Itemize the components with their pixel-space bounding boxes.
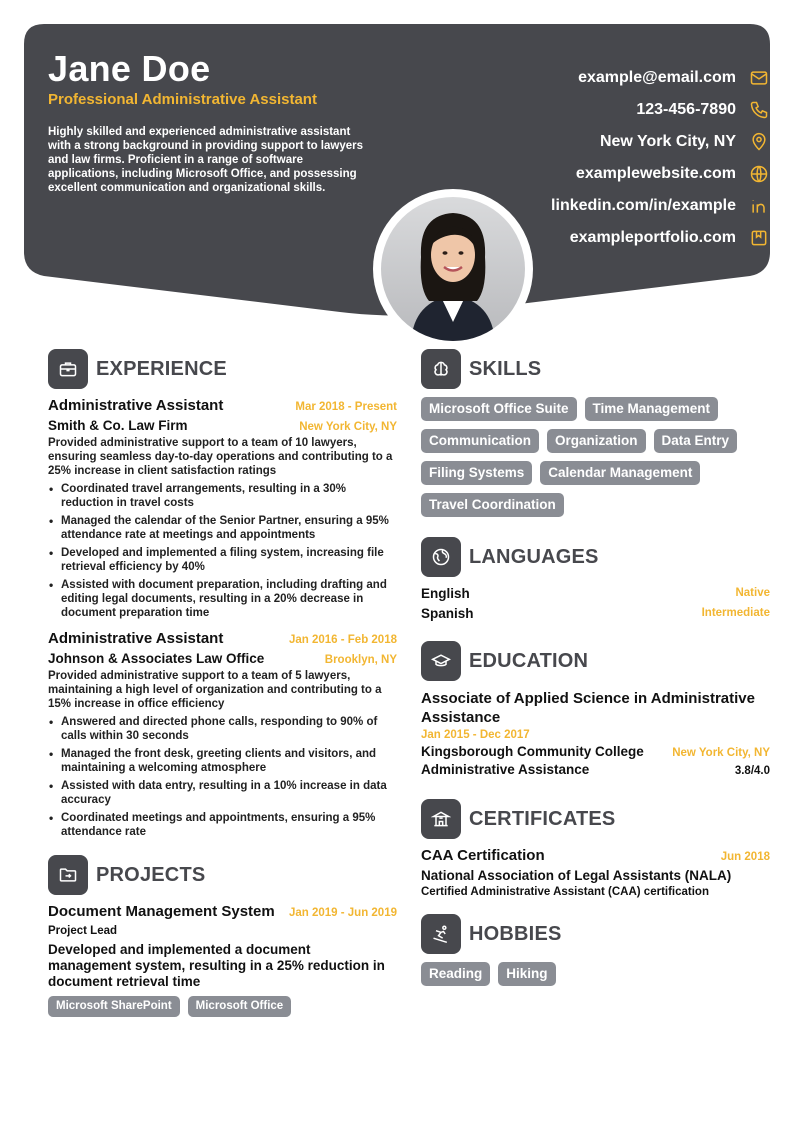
envelope-icon [748,67,770,89]
experience-heading [48,349,397,389]
degree-name: Associate of Applied Science in Administrative Assistance [421,690,755,726]
hobbies-title: HOBBIES [469,922,562,945]
job-dates: Jan 2016 - Feb 2018 [288,634,397,646]
language-level: Native [735,587,770,599]
certificate-name: CAA Certification [421,847,545,864]
job-bullets [48,715,397,839]
school-name: Kingsborough Community College [421,744,644,759]
language-name: Spanish [421,605,474,621]
list-item: • Answered and directed phone calls, responding to 90% of calls within 30 seconds [48,715,397,743]
certificates-title: CERTIFICATES [469,807,616,830]
right-column [421,349,770,986]
job-dates: Mar 2018 - Present [295,401,397,413]
job-bullets [48,482,397,620]
languages-title: LANGUAGES [469,545,599,568]
school-location: New York City, NY [672,747,770,759]
skill-tag: Data Entry [654,429,738,453]
candidate-name: Jane Doe [48,48,211,89]
profile-photo [373,189,533,349]
project-tags [48,996,397,1017]
certificate-description: Certified Administrative Assistant (CAA) certification [421,886,709,898]
job-location: New York City, NY [299,421,397,433]
linkedin-text[interactable]: linkedin.com/in/example [551,197,736,214]
skill-tag: Calendar Management [540,461,700,485]
projects-heading [48,855,397,895]
list-item: • Managed the front desk, greeting clients and visitors, and maintaining a welcoming atmosphere [48,747,397,775]
language-list [421,583,770,623]
skill-tag: Time Management [585,397,719,421]
company-name: Johnson & Associates Law Office [48,651,265,666]
institution-icon [421,799,461,839]
skill-tag: Organization [547,429,646,453]
hobby-tag: Reading [421,962,490,986]
phone-icon [748,99,770,121]
gpa-value: 3.8/4.0 [734,765,770,777]
experience-entry [48,397,397,620]
experience-entry [48,630,397,839]
globe-icon [421,537,461,577]
certificate-date: Jun 2018 [720,851,770,863]
website-text[interactable]: examplewebsite.com [575,165,736,182]
job-title: Administrative Assistant [48,630,224,647]
skill-tag: Travel Coordination [421,493,564,517]
contact-phone[interactable] [410,94,770,126]
linkedin-icon [748,195,770,217]
project-description: Developed and implemented a document management system, resulting in a 25% reduction in document retrieval time [48,942,385,989]
avatar [381,197,525,341]
list-item: • Developed and implemented a filing system, increasing file retrieval efficiency by 40% [48,546,397,574]
project-entry [48,903,397,1017]
candidate-title: Professional Administrative Assistant [48,91,317,108]
briefcase-icon [48,349,88,389]
email-text[interactable]: example@email.com [578,69,736,86]
company-name: Smith & Co. Law Firm [48,418,188,433]
list-item: • Assisted with data entry, resulting in a 10% increase in data accuracy [48,779,397,807]
contact-location [410,126,770,158]
contact-website[interactable] [410,158,770,190]
job-location: Brooklyn, NY [324,654,397,666]
language-row [421,583,770,603]
location-text: New York City, NY [599,133,736,150]
portfolio-text[interactable]: exampleportfolio.com [569,229,736,246]
education-heading [421,641,770,681]
project-tag: Microsoft Office [188,996,292,1017]
location-pin-icon [748,131,770,153]
skills-heading [421,349,770,389]
certificates-heading [421,799,770,839]
hobby-tag: Hiking [498,962,555,986]
skill-tag: Communication [421,429,539,453]
graduation-cap-icon [421,641,461,681]
project-name: Document Management System [48,903,275,920]
phone-text[interactable]: 123-456-7890 [636,101,736,118]
list-item: • Managed the calendar of the Senior Partner, ensuring a 95% attendance rate at meetings and appointments [48,514,397,542]
project-tag: Microsoft SharePoint [48,996,180,1017]
list-item: • Assisted with document preparation, including drafting and editing legal documents, resulting in a 20% decrease in document preparation time [48,578,397,620]
certificate-entry [421,847,770,898]
languages-heading [421,537,770,577]
education-field: Administrative Assistance [421,762,590,777]
hobbies-heading [421,914,770,954]
skills-title: SKILLS [469,357,542,380]
left-column [48,349,397,1017]
job-title: Administrative Assistant [48,397,224,414]
portfolio-icon [748,227,770,249]
list-item: • Coordinated travel arrangements, resulting in a 30% reduction in travel costs [48,482,397,510]
skill-tag: Filing Systems [421,461,532,485]
project-role: Project Lead [48,925,118,937]
education-title: EDUCATION [469,649,589,672]
contact-email[interactable] [410,62,770,94]
globe-icon [748,163,770,185]
skiing-icon [421,914,461,954]
list-item: • Coordinated meetings and appointments, ensuring a 95% attendance rate [48,811,397,839]
education-entry [421,689,770,777]
experience-title: EXPERIENCE [96,357,227,380]
language-name: English [421,585,470,601]
language-level: Intermediate [701,607,770,619]
certificate-issuer: National Association of Legal Assistants (NALA) [421,868,732,883]
folder-icon [48,855,88,895]
job-description: Provided administrative support to a team of 5 lawyers, maintaining a high level of organization and contributing to a 15% increase in office efficiency [48,670,382,710]
hobby-tags [421,962,770,986]
project-dates: Jan 2019 - Jun 2019 [288,907,397,919]
skill-tag: Microsoft Office Suite [421,397,577,421]
brain-icon [421,349,461,389]
projects-title: PROJECTS [96,863,206,886]
language-row [421,603,770,623]
skills-tags [421,397,770,517]
education-dates: Jan 2015 - Dec 2017 [421,729,530,741]
job-description: Provided administrative support to a team of 10 lawyers, ensuring seamless day-to-day operations and contributing to a 25% increase in client satisfaction ratings [48,437,393,477]
summary-text: Highly skilled and experienced administrative assistant with a strong background in providing support to lawyers and law firms. Proficient in a range of software applications, including Microsoft Office, and possessing excellent communication and organizational skills. [48,126,363,194]
